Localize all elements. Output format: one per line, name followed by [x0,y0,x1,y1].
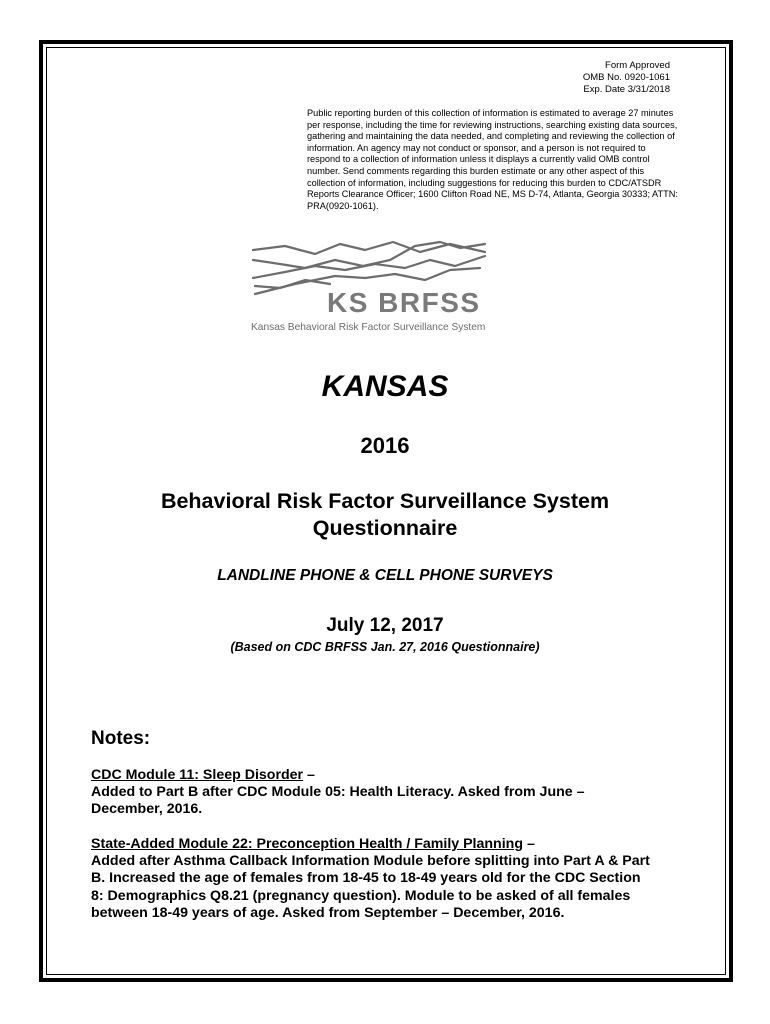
based-on-note: (Based on CDC BRFSS Jan. 27, 2016 Questionnaire) [230,640,540,654]
note-dash: – [523,836,535,852]
survey-modes: LANDLINE PHONE & CELL PHONE SURVEYS [217,567,553,584]
omb-approval-block [583,60,670,96]
ks-brfss-logo [245,238,495,333]
note-title: State-Added Module 22: Preconception Health / Family Planning [91,836,523,852]
notes-heading: Notes: [91,728,151,749]
note-item [91,767,651,819]
survey-year: 2016 [360,433,410,458]
state-title: KANSAS [321,370,449,403]
omb-number: OMB No. 0920-1061 [582,72,670,83]
note-body: Added after Asthma Callback Information Module before splitting into Part A & Part B. Increased the age of females from 18-45 to 18-49 years old for the CDC Section 8: Demographics Q8.21 (pregnancy question). Module to be asked of all females between 18-49 years of age. Asked from September – December, 2016. [91,853,650,921]
logo-name: KS BRFSS [327,287,481,318]
expiration-date: Exp. Date 3/31/2018 [583,84,670,95]
questionnaire-title-line1: Behavioral Risk Factor Surveillance System [160,489,610,513]
questionnaire-title-line2: Questionnaire [312,516,458,540]
note-item [91,836,651,922]
burden-statement: Public reporting burden of this collection of information is estimated to average 27 minutes per response, including the time for reviewing instructions, searching existing data sources, gathering and maintaining the data needed, and completing and reviewing the collection of information. An agency may not conduct or sponsor, and a person is not required to respond to a collection of information unless it displays a currently valid OMB control number. Send comments regarding this burden estimate or any other aspect of this collection of information, including suggestions for reducing this burden to CDC/ATSDR Reports Clearance Officer; 1600 Clifton Road NE, MS D-74, Atlanta, Georgia 30333; ATTN: PRA(0920-1061). [307,108,678,211]
questionnaire-title [0,488,770,542]
document-date: July 12, 2017 [326,615,444,636]
note-dash: – [303,767,315,783]
form-approved-label: Form Approved [605,60,670,71]
logo-graphic-icon [245,238,495,333]
note-title: CDC Module 11: Sleep Disorder [91,767,304,783]
logo-tagline: Kansas Behavioral Risk Factor Surveillance System [251,322,486,333]
note-body: Added to Part B after CDC Module 05: Health Literacy. Asked from June – December, 2016. [91,784,585,818]
